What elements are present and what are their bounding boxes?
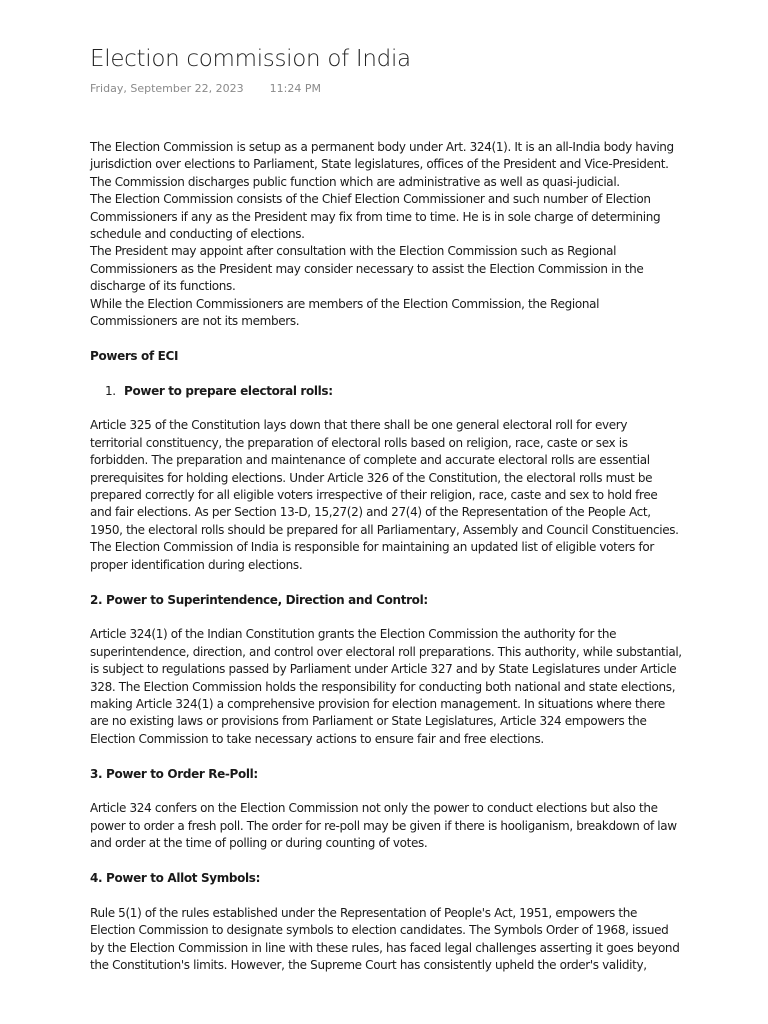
- page-time: 11:24 PM: [269, 82, 321, 95]
- section-heading-text: Power to prepare electoral rolls:: [124, 383, 333, 398]
- page-date: Friday, September 22, 2023: [90, 82, 244, 95]
- intro-paragraph: While the Election Commissioners are members of the Election Commission, the Regional Commissioners are not its members.: [90, 296, 600, 329]
- spacer: [90, 574, 682, 591]
- section-heading: 2. Power to Superintendence, Direction and Control:: [90, 592, 428, 607]
- spacer: [90, 400, 682, 417]
- section-heading: 4. Power to Allot Symbols:: [90, 870, 261, 885]
- powers-heading: Powers of ECI: [90, 348, 179, 363]
- section-heading: [90, 383, 682, 400]
- spacer: [90, 748, 682, 765]
- intro-paragraph: The President may appoint after consultation with the Election Commission such as Regional Commissioners as the President may consider necessary to assist the Election Commission in the discharge of its functions.: [90, 244, 644, 294]
- spacer: [90, 783, 682, 800]
- section-body: Article 324 confers on the Election Commission not only the power to conduct elections but also the power to order a fresh poll. The order for re-poll may be given if there is hooliganism, breakdown of law and order at the time of polling or during counting of votes.: [90, 801, 677, 851]
- section-body: Article 324(1) of the Indian Constitution grants the Election Commission the authority for the superintendence, direction, and control over electoral roll preparations. This authority, while substantial, is subject to regulations passed by Parliament under Article 327 and by State Legislatures under Article 328. The Election Commission holds the responsibility for conducting both national and state elections, making Article 324(1) a comprehensive provision for election management. In situations where there are no existing laws or provisions from Parliament or State Legislatures, Article 324 empowers the Election Commission to take necessary actions to ensure fair and free elections.: [90, 627, 682, 746]
- page-title: Election commission of India: [90, 46, 411, 72]
- spacer: [90, 330, 682, 347]
- section-heading: 3. Power to Order Re-Poll:: [90, 766, 258, 781]
- document-body: [90, 139, 682, 974]
- intro-paragraph: The Commission discharges public function which are administrative as well as quasi-judicial.: [90, 174, 620, 189]
- section-body: Article 325 of the Constitution lays down that there shall be one general electoral roll for every territorial constituency, the preparation of electoral rolls based on religion, race, caste or sex is forbidden. The preparation and maintenance of complete and accurate electoral rolls are essential prerequisites for holding elections. Under Article 326 of the Constitution, the electoral rolls must be prepared correctly for all eligible voters irrespective of their religion, race, caste and sex to hold free and fair elections. As per Section 13-D, 15,27(2) and 27(4) of the Representation of the People Act, 1950, the electoral rolls should be prepared for all Parliamentary, Assembly and Council Constituencies. The Election Commission of India is responsible for maintaining an updated list of eligible voters for proper identification during elections.: [90, 418, 679, 572]
- intro-paragraph: The Election Commission consists of the Chief Election Commissioner and such number of Election Commissioners if any as the President may fix from time to time. He is in sole charge of determining schedule and conducting of elections.: [90, 192, 661, 242]
- spacer: [90, 887, 682, 904]
- intro-paragraph: The Election Commission is setup as a permanent body under Art. 324(1). It is an all-India body having jurisdiction over elections to Parliament, State legislatures, offices of the President and Vice-President.: [90, 140, 674, 172]
- page-meta: [90, 82, 321, 95]
- list-number: 1.: [105, 383, 116, 398]
- spacer: [90, 609, 682, 626]
- spacer: [90, 853, 682, 870]
- section-body: Rule 5(1) of the rules established under the Representation of People's Act, 1951, empowers the Election Commission to designate symbols to election candidates. The Symbols Order of 1968, issued by the Election Commission in line with these rules, has faced legal challenges asserting it goes beyond the Constitution's limits. However, the Supreme Court has consistently upheld the order's validity,: [90, 905, 680, 972]
- spacer: [90, 365, 682, 382]
